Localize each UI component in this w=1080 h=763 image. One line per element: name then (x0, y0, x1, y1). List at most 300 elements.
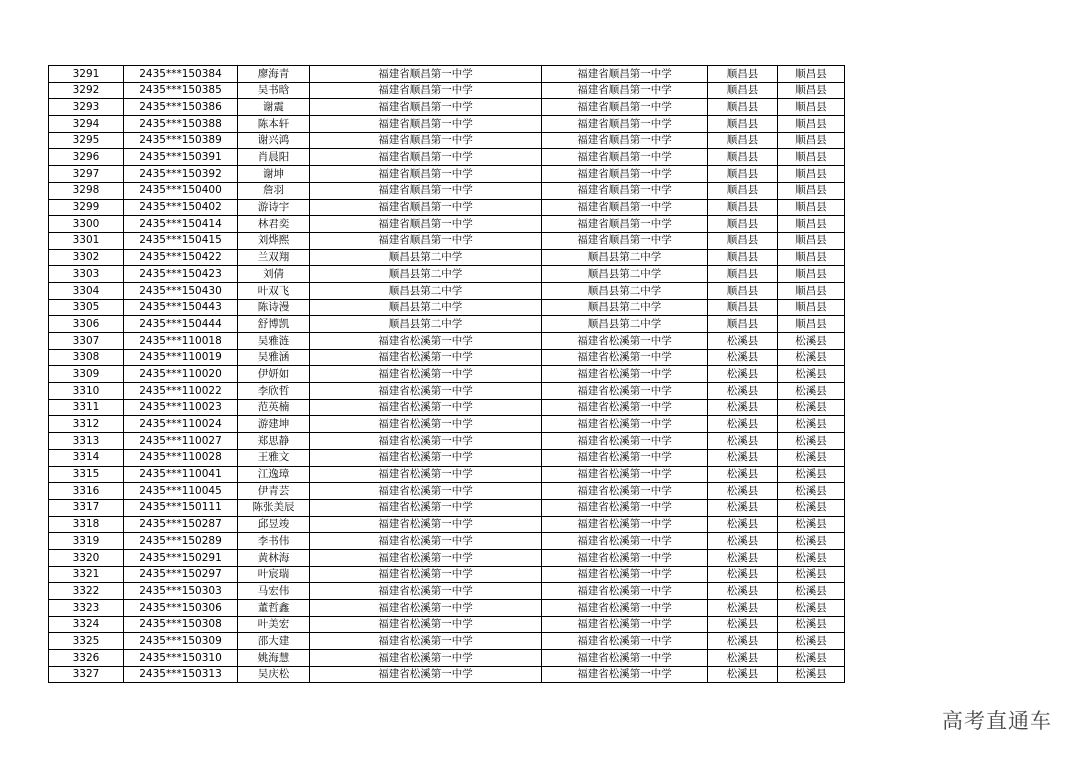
county-cell: 顺昌县 (708, 316, 778, 333)
exam-id-cell: 2435***150391 (124, 149, 238, 166)
enrolled-county-cell: 顺昌县 (778, 82, 845, 99)
county-cell: 顺昌县 (708, 249, 778, 266)
student-name-cell: 伊妍如 (238, 366, 310, 383)
table-row (49, 149, 845, 166)
exam-id-cell: 2435***110024 (124, 416, 238, 433)
school-cell: 顺昌县第二中学 (310, 249, 542, 266)
exam-id-cell: 2435***150430 (124, 282, 238, 299)
table-row (49, 166, 845, 183)
student-name-cell: 吴庆松 (238, 666, 310, 683)
student-name-cell: 吴雅涵 (238, 349, 310, 366)
table-row (49, 216, 845, 233)
student-name-cell: 王雅文 (238, 449, 310, 466)
enrolled-county-cell: 顺昌县 (778, 132, 845, 149)
exam-id-cell: 2435***150384 (124, 66, 238, 83)
enrolled-school-cell: 福建省松溪第一中学 (542, 483, 708, 500)
school-cell: 福建省松溪第一中学 (310, 399, 542, 416)
enrolled-county-cell: 松溪县 (778, 516, 845, 533)
county-cell: 顺昌县 (708, 216, 778, 233)
table-body (49, 66, 845, 683)
school-cell: 福建省顺昌第一中学 (310, 116, 542, 133)
school-cell: 福建省松溪第一中学 (310, 600, 542, 617)
table-row (49, 549, 845, 566)
enrolled-school-cell: 福建省松溪第一中学 (542, 433, 708, 450)
county-cell: 松溪县 (708, 466, 778, 483)
enrolled-school-cell: 顺昌县第二中学 (542, 249, 708, 266)
exam-id-cell: 2435***150310 (124, 650, 238, 667)
table-row (49, 616, 845, 633)
school-cell: 福建省松溪第一中学 (310, 566, 542, 583)
enrolled-school-cell: 福建省松溪第一中学 (542, 533, 708, 550)
school-cell: 福建省松溪第一中学 (310, 366, 542, 383)
exam-id-cell: 2435***150287 (124, 516, 238, 533)
exam-id-cell: 2435***150303 (124, 583, 238, 600)
student-name-cell: 邵大建 (238, 633, 310, 650)
school-cell: 福建省顺昌第一中学 (310, 99, 542, 116)
exam-id-cell: 2435***110020 (124, 366, 238, 383)
exam-id-cell: 2435***150415 (124, 232, 238, 249)
school-cell: 福建省顺昌第一中学 (310, 232, 542, 249)
exam-id-cell: 2435***150392 (124, 166, 238, 183)
student-name-cell: 吴雅涟 (238, 333, 310, 350)
student-name-cell: 兰双翔 (238, 249, 310, 266)
enrolled-county-cell: 顺昌县 (778, 282, 845, 299)
school-cell: 福建省松溪第一中学 (310, 466, 542, 483)
enrolled-school-cell: 福建省松溪第一中学 (542, 466, 708, 483)
county-cell: 松溪县 (708, 633, 778, 650)
school-cell: 福建省松溪第一中学 (310, 483, 542, 500)
enrolled-school-cell: 福建省松溪第一中学 (542, 616, 708, 633)
serial-number-cell: 3314 (49, 449, 124, 466)
serial-number-cell: 3307 (49, 333, 124, 350)
student-name-cell: 伊青芸 (238, 483, 310, 500)
table-row (49, 416, 845, 433)
school-cell: 顺昌县第二中学 (310, 299, 542, 316)
enrolled-school-cell: 福建省松溪第一中学 (542, 633, 708, 650)
table-row (49, 199, 845, 216)
serial-number-cell: 3305 (49, 299, 124, 316)
county-cell: 松溪县 (708, 533, 778, 550)
serial-number-cell: 3300 (49, 216, 124, 233)
exam-id-cell: 2435***150289 (124, 533, 238, 550)
enrolled-county-cell: 顺昌县 (778, 266, 845, 283)
enrolled-school-cell: 福建省松溪第一中学 (542, 583, 708, 600)
enrolled-county-cell: 松溪县 (778, 583, 845, 600)
county-cell: 顺昌县 (708, 282, 778, 299)
exam-id-cell: 2435***150423 (124, 266, 238, 283)
county-cell: 松溪县 (708, 483, 778, 500)
table-row (49, 533, 845, 550)
enrolled-county-cell: 顺昌县 (778, 249, 845, 266)
enrolled-county-cell: 松溪县 (778, 466, 845, 483)
enrolled-school-cell: 福建省顺昌第一中学 (542, 132, 708, 149)
enrolled-county-cell: 松溪县 (778, 566, 845, 583)
enrolled-school-cell: 福建省顺昌第一中学 (542, 99, 708, 116)
school-cell: 顺昌县第二中学 (310, 316, 542, 333)
school-cell: 福建省顺昌第一中学 (310, 82, 542, 99)
serial-number-cell: 3311 (49, 399, 124, 416)
county-cell: 松溪县 (708, 416, 778, 433)
enrolled-county-cell: 松溪县 (778, 483, 845, 500)
exam-id-cell: 2435***110028 (124, 449, 238, 466)
school-cell: 福建省松溪第一中学 (310, 633, 542, 650)
student-name-cell: 吴书晗 (238, 82, 310, 99)
student-name-cell: 陈本轩 (238, 116, 310, 133)
serial-number-cell: 3291 (49, 66, 124, 83)
serial-number-cell: 3315 (49, 466, 124, 483)
table-row (49, 483, 845, 500)
serial-number-cell: 3296 (49, 149, 124, 166)
table-row (49, 466, 845, 483)
student-name-cell: 游建坤 (238, 416, 310, 433)
enrolled-school-cell: 福建省顺昌第一中学 (542, 216, 708, 233)
student-name-cell: 邱昱竣 (238, 516, 310, 533)
school-cell: 福建省松溪第一中学 (310, 449, 542, 466)
serial-number-cell: 3293 (49, 99, 124, 116)
exam-id-cell: 2435***150385 (124, 82, 238, 99)
student-name-cell: 林君奕 (238, 216, 310, 233)
student-name-cell: 李书伟 (238, 533, 310, 550)
exam-id-cell: 2435***150309 (124, 633, 238, 650)
student-name-cell: 游诗宇 (238, 199, 310, 216)
county-cell: 松溪县 (708, 433, 778, 450)
school-cell: 福建省松溪第一中学 (310, 549, 542, 566)
serial-number-cell: 3299 (49, 199, 124, 216)
exam-id-cell: 2435***150402 (124, 199, 238, 216)
exam-id-cell: 2435***150306 (124, 600, 238, 617)
enrolled-county-cell: 松溪县 (778, 399, 845, 416)
school-cell: 福建省松溪第一中学 (310, 349, 542, 366)
table-row (49, 316, 845, 333)
county-cell: 顺昌县 (708, 166, 778, 183)
school-cell: 福建省松溪第一中学 (310, 616, 542, 633)
county-cell: 松溪县 (708, 383, 778, 400)
table-row (49, 66, 845, 83)
table-row (49, 666, 845, 683)
enrolled-county-cell: 松溪县 (778, 449, 845, 466)
serial-number-cell: 3317 (49, 499, 124, 516)
serial-number-cell: 3306 (49, 316, 124, 333)
school-cell: 福建省松溪第一中学 (310, 383, 542, 400)
county-cell: 顺昌县 (708, 266, 778, 283)
exam-id-cell: 2435***150291 (124, 549, 238, 566)
student-name-cell: 黄林海 (238, 549, 310, 566)
table-row (49, 99, 845, 116)
student-name-cell: 陈诗漫 (238, 299, 310, 316)
exam-id-cell: 2435***110018 (124, 333, 238, 350)
school-cell: 福建省松溪第一中学 (310, 650, 542, 667)
enrolled-school-cell: 福建省顺昌第一中学 (542, 182, 708, 199)
serial-number-cell: 3303 (49, 266, 124, 283)
table-row (49, 433, 845, 450)
county-cell: 顺昌县 (708, 99, 778, 116)
enrolled-county-cell: 顺昌县 (778, 149, 845, 166)
table-row (49, 516, 845, 533)
table-row (49, 383, 845, 400)
county-cell: 松溪县 (708, 600, 778, 617)
county-cell: 松溪县 (708, 349, 778, 366)
enrolled-school-cell: 福建省顺昌第一中学 (542, 166, 708, 183)
student-name-cell: 谢坤 (238, 166, 310, 183)
enrolled-county-cell: 顺昌县 (778, 99, 845, 116)
exam-id-cell: 2435***150414 (124, 216, 238, 233)
county-cell: 顺昌县 (708, 149, 778, 166)
school-cell: 顺昌县第二中学 (310, 282, 542, 299)
enrolled-school-cell: 福建省顺昌第一中学 (542, 82, 708, 99)
table-row (49, 633, 845, 650)
enrolled-school-cell: 福建省顺昌第一中学 (542, 149, 708, 166)
school-cell: 福建省松溪第一中学 (310, 583, 542, 600)
county-cell: 松溪县 (708, 616, 778, 633)
table-row (49, 182, 845, 199)
enrolled-county-cell: 顺昌县 (778, 216, 845, 233)
county-cell: 松溪县 (708, 366, 778, 383)
school-cell: 福建省松溪第一中学 (310, 433, 542, 450)
enrolled-school-cell: 顺昌县第二中学 (542, 266, 708, 283)
enrolled-county-cell: 顺昌县 (778, 182, 845, 199)
enrolled-county-cell: 松溪县 (778, 616, 845, 633)
enrolled-county-cell: 松溪县 (778, 366, 845, 383)
county-cell: 松溪县 (708, 399, 778, 416)
table-row (49, 499, 845, 516)
exam-id-cell: 2435***150386 (124, 99, 238, 116)
enrolled-county-cell: 松溪县 (778, 333, 845, 350)
enrolled-county-cell: 松溪县 (778, 633, 845, 650)
exam-id-cell: 2435***150297 (124, 566, 238, 583)
student-name-cell: 李欣哲 (238, 383, 310, 400)
student-name-cell: 廖海青 (238, 66, 310, 83)
enrolled-school-cell: 顺昌县第二中学 (542, 316, 708, 333)
exam-id-cell: 2435***150111 (124, 499, 238, 516)
serial-number-cell: 3322 (49, 583, 124, 600)
serial-number-cell: 3324 (49, 616, 124, 633)
enrolled-school-cell: 顺昌县第二中学 (542, 299, 708, 316)
enrolled-county-cell: 顺昌县 (778, 232, 845, 249)
county-cell: 顺昌县 (708, 82, 778, 99)
table-row (49, 249, 845, 266)
county-cell: 松溪县 (708, 499, 778, 516)
school-cell: 福建省顺昌第一中学 (310, 132, 542, 149)
enrolled-school-cell: 福建省松溪第一中学 (542, 449, 708, 466)
student-name-cell: 叶美宏 (238, 616, 310, 633)
enrolled-county-cell: 顺昌县 (778, 299, 845, 316)
serial-number-cell: 3310 (49, 383, 124, 400)
serial-number-cell: 3313 (49, 433, 124, 450)
county-cell: 顺昌县 (708, 66, 778, 83)
county-cell: 顺昌县 (708, 132, 778, 149)
table-row (49, 650, 845, 667)
enrolled-county-cell: 松溪县 (778, 499, 845, 516)
school-cell: 福建省松溪第一中学 (310, 516, 542, 533)
enrolled-county-cell: 松溪县 (778, 433, 845, 450)
exam-id-cell: 2435***150422 (124, 249, 238, 266)
county-cell: 松溪县 (708, 549, 778, 566)
student-name-cell: 叶双飞 (238, 282, 310, 299)
table-row (49, 399, 845, 416)
county-cell: 松溪县 (708, 650, 778, 667)
table-row (49, 349, 845, 366)
table-row (49, 266, 845, 283)
county-cell: 松溪县 (708, 666, 778, 683)
exam-id-cell: 2435***150313 (124, 666, 238, 683)
serial-number-cell: 3327 (49, 666, 124, 683)
serial-number-cell: 3321 (49, 566, 124, 583)
enrolled-county-cell: 松溪县 (778, 383, 845, 400)
table-row (49, 116, 845, 133)
enrolled-school-cell: 福建省顺昌第一中学 (542, 66, 708, 83)
student-name-cell: 刘倩 (238, 266, 310, 283)
enrolled-county-cell: 松溪县 (778, 549, 845, 566)
enrolled-school-cell: 福建省松溪第一中学 (542, 666, 708, 683)
exam-id-cell: 2435***110022 (124, 383, 238, 400)
serial-number-cell: 3320 (49, 549, 124, 566)
serial-number-cell: 3318 (49, 516, 124, 533)
county-cell: 顺昌县 (708, 232, 778, 249)
serial-number-cell: 3297 (49, 166, 124, 183)
student-name-cell: 舒博凯 (238, 316, 310, 333)
serial-number-cell: 3323 (49, 600, 124, 617)
serial-number-cell: 3301 (49, 232, 124, 249)
enrolled-school-cell: 福建省顺昌第一中学 (542, 116, 708, 133)
enrolled-school-cell: 福建省顺昌第一中学 (542, 232, 708, 249)
exam-id-cell: 2435***150444 (124, 316, 238, 333)
serial-number-cell: 3326 (49, 650, 124, 667)
enrolled-school-cell: 顺昌县第二中学 (542, 282, 708, 299)
school-cell: 福建省松溪第一中学 (310, 499, 542, 516)
school-cell: 福建省顺昌第一中学 (310, 182, 542, 199)
enrolled-school-cell: 福建省松溪第一中学 (542, 549, 708, 566)
serial-number-cell: 3292 (49, 82, 124, 99)
exam-id-cell: 2435***110023 (124, 399, 238, 416)
table-row (49, 366, 845, 383)
county-cell: 松溪县 (708, 516, 778, 533)
enrolled-school-cell: 福建省松溪第一中学 (542, 516, 708, 533)
school-cell: 福建省松溪第一中学 (310, 333, 542, 350)
serial-number-cell: 3319 (49, 533, 124, 550)
exam-id-cell: 2435***150400 (124, 182, 238, 199)
enrolled-school-cell: 福建省松溪第一中学 (542, 349, 708, 366)
enrolled-county-cell: 顺昌县 (778, 116, 845, 133)
student-list-sheet (48, 65, 845, 683)
serial-number-cell: 3302 (49, 249, 124, 266)
enrolled-school-cell: 福建省松溪第一中学 (542, 416, 708, 433)
enrolled-county-cell: 顺昌县 (778, 199, 845, 216)
exam-id-cell: 2435***110027 (124, 433, 238, 450)
school-cell: 福建省松溪第一中学 (310, 533, 542, 550)
student-name-cell: 董哲鑫 (238, 600, 310, 617)
student-name-cell: 刘烨熙 (238, 232, 310, 249)
county-cell: 顺昌县 (708, 116, 778, 133)
county-cell: 松溪县 (708, 449, 778, 466)
enrolled-school-cell: 福建省松溪第一中学 (542, 600, 708, 617)
student-name-cell: 马宏伟 (238, 583, 310, 600)
enrolled-county-cell: 松溪县 (778, 533, 845, 550)
school-cell: 福建省顺昌第一中学 (310, 216, 542, 233)
enrolled-school-cell: 福建省松溪第一中学 (542, 333, 708, 350)
student-name-cell: 叶宸瑞 (238, 566, 310, 583)
enrolled-county-cell: 松溪县 (778, 666, 845, 683)
table-row (49, 82, 845, 99)
table-row (49, 600, 845, 617)
enrolled-school-cell: 福建省松溪第一中学 (542, 566, 708, 583)
enrolled-school-cell: 福建省松溪第一中学 (542, 650, 708, 667)
student-name-cell: 谢震 (238, 99, 310, 116)
table-row (49, 333, 845, 350)
county-cell: 松溪县 (708, 333, 778, 350)
county-cell: 松溪县 (708, 583, 778, 600)
county-cell: 顺昌县 (708, 182, 778, 199)
enrolled-county-cell: 松溪县 (778, 416, 845, 433)
student-name-cell: 范英楠 (238, 399, 310, 416)
county-cell: 松溪县 (708, 566, 778, 583)
serial-number-cell: 3304 (49, 282, 124, 299)
table-row (49, 566, 845, 583)
county-cell: 顺昌县 (708, 299, 778, 316)
school-cell: 福建省顺昌第一中学 (310, 166, 542, 183)
enrolled-school-cell: 福建省松溪第一中学 (542, 366, 708, 383)
serial-number-cell: 3295 (49, 132, 124, 149)
student-name-cell: 郑思静 (238, 433, 310, 450)
school-cell: 福建省顺昌第一中学 (310, 66, 542, 83)
table-row (49, 282, 845, 299)
table-row (49, 132, 845, 149)
student-name-cell: 詹羽 (238, 182, 310, 199)
school-cell: 福建省顺昌第一中学 (310, 149, 542, 166)
table-row (49, 232, 845, 249)
enrolled-school-cell: 福建省松溪第一中学 (542, 383, 708, 400)
exam-id-cell: 2435***110041 (124, 466, 238, 483)
serial-number-cell: 3325 (49, 633, 124, 650)
serial-number-cell: 3294 (49, 116, 124, 133)
exam-id-cell: 2435***150388 (124, 116, 238, 133)
exam-id-cell: 2435***150389 (124, 132, 238, 149)
student-name-cell: 陈张美辰 (238, 499, 310, 516)
enrolled-school-cell: 福建省松溪第一中学 (542, 399, 708, 416)
school-cell: 福建省松溪第一中学 (310, 416, 542, 433)
table-row (49, 299, 845, 316)
school-cell: 顺昌县第二中学 (310, 266, 542, 283)
serial-number-cell: 3309 (49, 366, 124, 383)
enrolled-school-cell: 福建省松溪第一中学 (542, 499, 708, 516)
student-table (48, 65, 845, 683)
school-cell: 福建省松溪第一中学 (310, 666, 542, 683)
enrolled-county-cell: 顺昌县 (778, 316, 845, 333)
serial-number-cell: 3312 (49, 416, 124, 433)
student-name-cell: 姚海慧 (238, 650, 310, 667)
student-name-cell: 谢兴鸿 (238, 132, 310, 149)
enrolled-county-cell: 顺昌县 (778, 166, 845, 183)
exam-id-cell: 2435***150308 (124, 616, 238, 633)
exam-id-cell: 2435***110019 (124, 349, 238, 366)
serial-number-cell: 3298 (49, 182, 124, 199)
watermark-text: 高考直通车 (942, 709, 1052, 733)
enrolled-county-cell: 松溪县 (778, 650, 845, 667)
school-cell: 福建省顺昌第一中学 (310, 199, 542, 216)
exam-id-cell: 2435***150443 (124, 299, 238, 316)
enrolled-county-cell: 松溪县 (778, 349, 845, 366)
exam-id-cell: 2435***110045 (124, 483, 238, 500)
enrolled-county-cell: 顺昌县 (778, 66, 845, 83)
serial-number-cell: 3308 (49, 349, 124, 366)
student-name-cell: 肖晨阳 (238, 149, 310, 166)
table-row (49, 583, 845, 600)
enrolled-county-cell: 松溪县 (778, 600, 845, 617)
table-row (49, 449, 845, 466)
county-cell: 顺昌县 (708, 199, 778, 216)
enrolled-school-cell: 福建省顺昌第一中学 (542, 199, 708, 216)
student-name-cell: 江逸璋 (238, 466, 310, 483)
serial-number-cell: 3316 (49, 483, 124, 500)
